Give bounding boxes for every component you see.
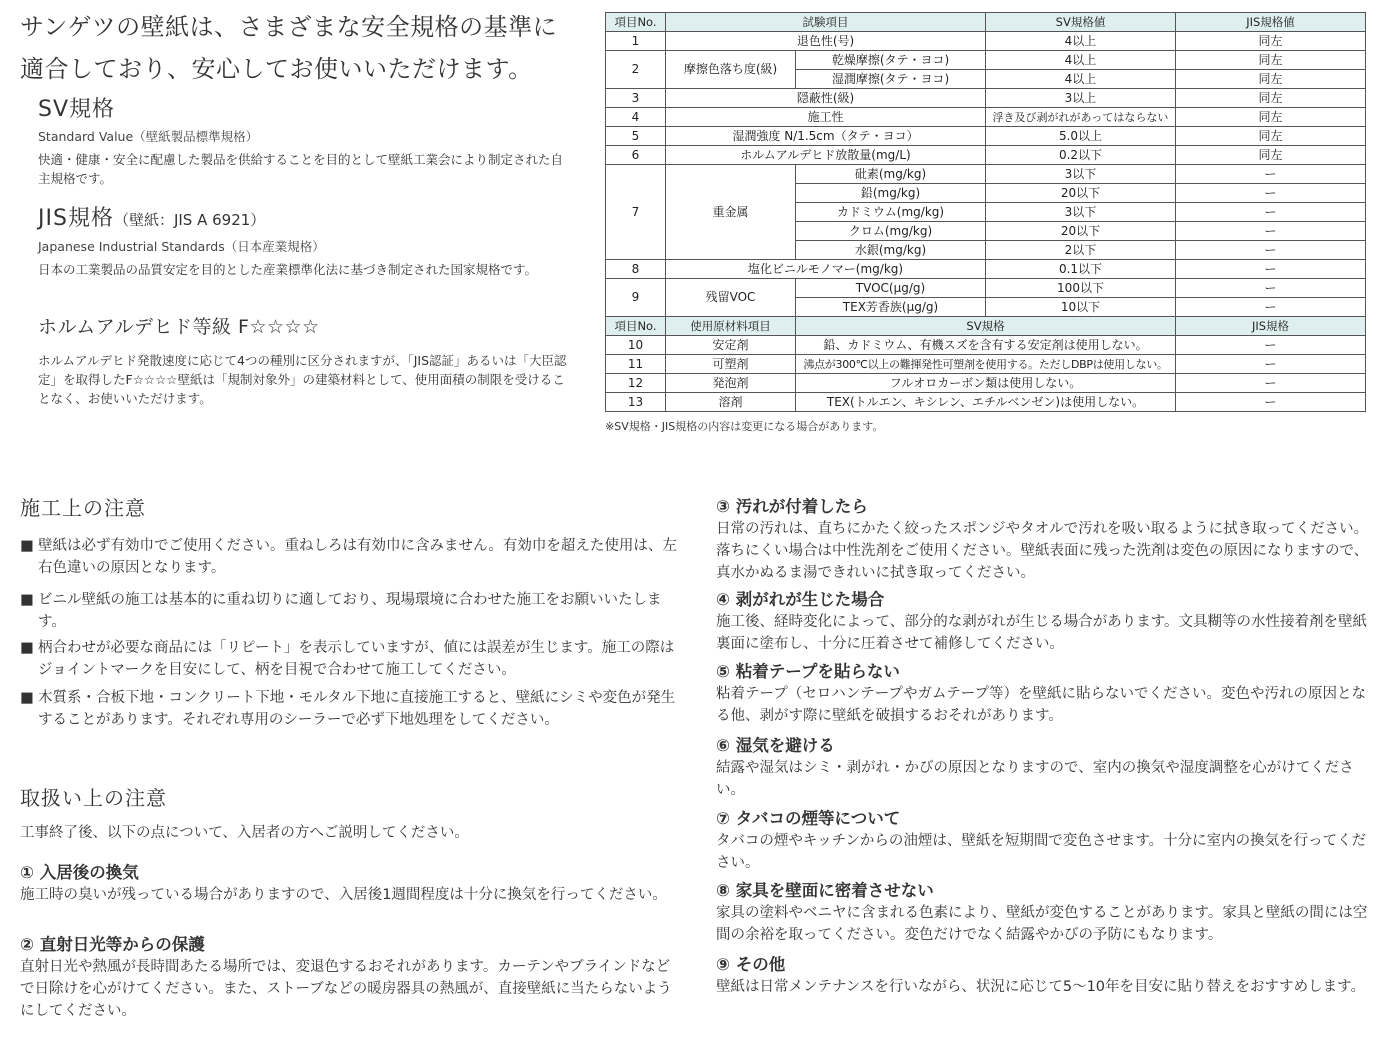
table-row <box>606 51 1366 70</box>
table-cell: ー <box>1176 336 1366 355</box>
handling-item-body: 施工時の臭いが残っている場合がありますので、入居後1週間程度は十分に換気を行ってください。 <box>20 887 667 903</box>
handling-item <box>716 954 1376 998</box>
table-cell: 溶剤 <box>666 393 796 412</box>
table-cell: 重金属 <box>666 165 796 260</box>
table-cell: ー <box>1176 222 1366 241</box>
table-header-cell: SV規格 <box>796 317 1176 336</box>
table-cell: 100以下 <box>986 279 1176 298</box>
handling-item <box>716 735 1376 801</box>
table-cell: TEX(トルエン、キシレン、エチルベンゼン)は使用しない。 <box>796 393 1176 412</box>
table-cell: 8 <box>606 260 666 279</box>
sv-english-name: Standard Value（壁紙製品標準規格） <box>38 129 259 144</box>
table-cell: 20以下 <box>986 222 1176 241</box>
table-row <box>606 165 1366 184</box>
handling-item <box>716 661 1376 727</box>
table-header-row <box>606 317 1366 336</box>
table-cell: 13 <box>606 393 666 412</box>
handling-item-body: 壁紙は日常メンテナンスを行いながら、状況に応じて5～10年を目安に貼り替えをおすすめします。 <box>716 979 1365 995</box>
table-cell: ー <box>1176 165 1366 184</box>
table-cell: 2 <box>606 51 666 89</box>
table-cell: 5.0以上 <box>986 127 1176 146</box>
handling-heading: 取扱い上の注意 <box>20 786 167 810</box>
table-cell: 10以下 <box>986 298 1176 317</box>
bullet-square-icon: ■ <box>20 640 34 656</box>
table-cell: 4以上 <box>986 70 1176 89</box>
table-cell: カドミウム(mg/kg) <box>796 203 986 222</box>
handling-item <box>20 862 680 906</box>
table-cell: TVOC(μg/g) <box>796 279 986 298</box>
table-cell: 鉛(mg/kg) <box>796 184 986 203</box>
table-cell: 5 <box>606 127 666 146</box>
table-cell: 3 <box>606 89 666 108</box>
table-cell: 同左 <box>1176 146 1366 165</box>
handling-item <box>20 934 680 1022</box>
table-cell: 12 <box>606 374 666 393</box>
jis-title-line <box>38 205 568 234</box>
handling-item-title: ⑨ その他 <box>716 955 786 974</box>
construction-note-text: ビニル壁紙の施工は基本的に重ね切りに適しており、現場環境に合わせた施工をお願いいたします。 <box>38 592 662 630</box>
table-footnote: ※SV規格・JIS規格の内容は変更になる場合があります。 <box>605 420 884 433</box>
table-cell: 湿潤強度 N/1.5cm（タテ・ヨコ） <box>666 127 986 146</box>
table-cell: 安定剤 <box>666 336 796 355</box>
spec-table <box>605 12 1366 412</box>
bullet-square-icon: ■ <box>20 538 34 554</box>
construction-note-text: 壁紙は必ず有効巾でご使用ください。重ねしろは有効巾に含みません。有効巾を超えた使用は、左右色違いの原因となります。 <box>38 538 677 576</box>
table-cell: TEX芳香族(μg/g) <box>796 298 986 317</box>
table-cell: 4以上 <box>986 32 1176 51</box>
table-cell: 乾燥摩擦(タテ・ヨコ) <box>796 51 986 70</box>
table-row <box>606 279 1366 298</box>
sv-title: SV規格 <box>38 97 116 122</box>
handling-item-title: ④ 剥がれが生じた場合 <box>716 590 885 609</box>
table-header-cell: JIS規格値 <box>1176 13 1366 32</box>
table-cell: ー <box>1176 279 1366 298</box>
formaldehyde-grade-section <box>38 313 568 408</box>
handling-item-title: ⑤ 粘着テープを貼らない <box>716 662 900 681</box>
jis-english-name: Japanese Industrial Standards（日本産業規格） <box>38 239 325 254</box>
handling-intro: 工事終了後、以下の点について、入居者の方へご説明してください。 <box>20 825 469 841</box>
table-cell: 7 <box>606 165 666 260</box>
jis-subtitle: （壁紙：JIS A 6921） <box>113 211 266 229</box>
table-row <box>606 146 1366 165</box>
table-header-cell: 使用原材料項目 <box>666 317 796 336</box>
jis-standard-section <box>38 205 568 279</box>
table-cell: ー <box>1176 374 1366 393</box>
table-cell: 9 <box>606 279 666 317</box>
sv-description: 快適・健康・安全に配慮した製品を供給することを目的として壁紙工業会により制定された自主規格です。 <box>38 152 564 186</box>
handling-item <box>716 496 1376 584</box>
table-cell: 施工性 <box>666 108 986 127</box>
handling-item-body: 施工後、経時変化によって、部分的な剥がれが生じる場合があります。文具糊等の水性接着剤を壁紙裏面に塗布し、十分に圧着させて補修してください。 <box>716 614 1368 652</box>
table-cell: 同左 <box>1176 32 1366 51</box>
table-cell: 4 <box>606 108 666 127</box>
construction-note <box>20 687 680 731</box>
table-row <box>606 393 1366 412</box>
handling-item-body: 家具の塗料やベニヤに含まれる色素により、壁紙が変色することがあります。家具と壁紙の間には空間の余裕を取ってください。変色だけでなく結露やかびの予防にもなります。 <box>716 905 1368 943</box>
handling-item-title: ③ 汚れが付着したら <box>716 497 868 516</box>
jis-title: JIS規格 <box>38 206 114 231</box>
table-cell: 20以下 <box>986 184 1176 203</box>
table-cell: 同左 <box>1176 108 1366 127</box>
table-row <box>606 32 1366 51</box>
table-cell: ー <box>1176 260 1366 279</box>
table-cell: ー <box>1176 298 1366 317</box>
formaldehyde-description: ホルムアルデヒド発散速度に応じて4つの種別に区分されますが、「JIS認証」あるいは「大臣認定」を取得したF☆☆☆☆壁紙は「規制対象外」の建築材料として、使用面積の制限を受けることなく、お使いいただけます。 <box>38 353 567 406</box>
table-row <box>606 89 1366 108</box>
construction-heading: 施工上の注意 <box>20 496 146 520</box>
table-cell: 沸点が300℃以上の難揮発性可塑剤を使用する。ただしDBPは使用しない。 <box>796 355 1176 374</box>
table-cell: 隠蔽性(級) <box>666 89 986 108</box>
table-cell: 3以下 <box>986 165 1176 184</box>
table-cell: 湿潤摩擦(タテ・ヨコ) <box>796 70 986 89</box>
table-cell: 発泡剤 <box>666 374 796 393</box>
handling-item-title: ⑥ 湿気を避ける <box>716 736 835 755</box>
handling-item-title: ⑧ 家具を壁面に密着させない <box>716 881 934 900</box>
handling-item-body: 粘着テープ（セロハンテープやガムテープ等）を壁紙に貼らないでください。変色や汚れの原因となる他、剥がす際に壁紙を破損するおそれがあります。 <box>716 686 1367 724</box>
table-cell: 退色性(号) <box>666 32 986 51</box>
table-row <box>606 108 1366 127</box>
construction-note-text: 木質系・合板下地・コンクリート下地・モルタル下地に直接施工すると、壁紙にシミや変色が発生することがあります。それぞれ専用のシーラーで必ず下地処理をしてください。 <box>38 690 676 728</box>
handling-item <box>716 880 1376 946</box>
handling-item-body: タバコの煙やキッチンからの油煙は、壁紙を短期間で変色させます。十分に室内の換気を行ってください。 <box>716 833 1367 871</box>
table-cell: 4以上 <box>986 51 1176 70</box>
table-cell: 浮き及び剥がれがあってはならない <box>986 108 1176 127</box>
table-cell: 2以下 <box>986 241 1176 260</box>
table-header-cell: JIS規格 <box>1176 317 1366 336</box>
jis-description: 日本の工業製品の品質安定を目的とした産業標準化法に基づき制定された国家規格です。 <box>38 262 538 277</box>
table-cell: ー <box>1176 241 1366 260</box>
table-cell: ー <box>1176 184 1366 203</box>
table-cell: 3以上 <box>986 89 1176 108</box>
construction-note-text: 柄合わせが必要な商品には「リピート」を表示していますが、値には誤差が生じます。施工の際はジョイントマークを目安にして、柄を目視で合わせて施工してください。 <box>38 640 675 678</box>
table-cell: ー <box>1176 355 1366 374</box>
table-cell: 砒素(mg/kg) <box>796 165 986 184</box>
handling-item <box>716 589 1376 655</box>
construction-note <box>20 589 680 633</box>
table-cell: 同左 <box>1176 89 1366 108</box>
table-cell: 塩化ビニルモノマー(mg/kg) <box>666 260 986 279</box>
table-cell: 残留VOC <box>666 279 796 317</box>
bullet-square-icon: ■ <box>20 592 34 608</box>
table-cell: 摩擦色落ち度(級) <box>666 51 796 89</box>
sv-standard-section <box>38 96 568 188</box>
construction-note <box>20 535 680 579</box>
table-cell: 10 <box>606 336 666 355</box>
table-cell: 可塑剤 <box>666 355 796 374</box>
table-header-row <box>606 13 1366 32</box>
construction-note <box>20 637 680 681</box>
table-row <box>606 127 1366 146</box>
handling-item-title: ② 直射日光等からの保護 <box>20 935 205 954</box>
table-cell: ー <box>1176 393 1366 412</box>
table-row <box>606 336 1366 355</box>
table-cell: 0.2以下 <box>986 146 1176 165</box>
table-row <box>606 374 1366 393</box>
table-row <box>606 355 1366 374</box>
table-cell: 0.1以下 <box>986 260 1176 279</box>
table-cell: ホルムアルデヒド放散量(mg/L) <box>666 146 986 165</box>
table-cell: 同左 <box>1176 127 1366 146</box>
handling-item-body: 直射日光や熱風が長時間あたる場所では、変退色するおそれがあります。カーテンやブラインドなどで日除けを心がけてください。また、ストーブなどの暖房器具の熱風が、直接壁紙に当たらないようにしてください。 <box>20 959 672 1019</box>
handling-item-title: ① 入居後の換気 <box>20 863 139 882</box>
table-cell: クロム(mg/kg) <box>796 222 986 241</box>
table-cell: 水銀(mg/kg) <box>796 241 986 260</box>
table-cell: 6 <box>606 146 666 165</box>
table-cell: ー <box>1176 203 1366 222</box>
page-headline: サンゲツの壁紙は、さまざまな安全規格の基準に適合しており、安心してお使いいただけます。 <box>20 13 558 83</box>
table-cell: 同左 <box>1176 70 1366 89</box>
table-header-cell: 項目No. <box>606 317 666 336</box>
table-cell: フルオロカーボン類は使用しない。 <box>796 374 1176 393</box>
bullet-square-icon: ■ <box>20 690 34 706</box>
table-cell: 1 <box>606 32 666 51</box>
table-cell: 鉛、カドミウム、有機スズを含有する安定剤は使用しない。 <box>796 336 1176 355</box>
formaldehyde-title: ホルムアルデヒド等級 F☆☆☆☆ <box>38 316 320 338</box>
handling-item-body: 結露や湿気はシミ・剥がれ・かびの原因となりますので、室内の換気や湿度調整を心がけてください。 <box>716 760 1354 798</box>
table-cell: 11 <box>606 355 666 374</box>
table-row <box>606 260 1366 279</box>
handling-item <box>716 808 1376 874</box>
handling-item-title: ⑦ タバコの煙等について <box>716 809 901 828</box>
table-header-cell: SV規格値 <box>986 13 1176 32</box>
table-header-cell: 試験項目 <box>666 13 986 32</box>
table-cell: 3以下 <box>986 203 1176 222</box>
table-cell: 同左 <box>1176 51 1366 70</box>
handling-item-body: 日常の汚れは、直ちにかたく絞ったスポンジやタオルで汚れを吸い取るように拭き取ってください。落ちにくい場合は中性洗剤をご使用ください。壁紙表面に残った洗剤は変色の原因になりますので、真水かぬるま湯できれいに拭き取ってください。 <box>716 521 1369 581</box>
table-header-cell: 項目No. <box>606 13 666 32</box>
